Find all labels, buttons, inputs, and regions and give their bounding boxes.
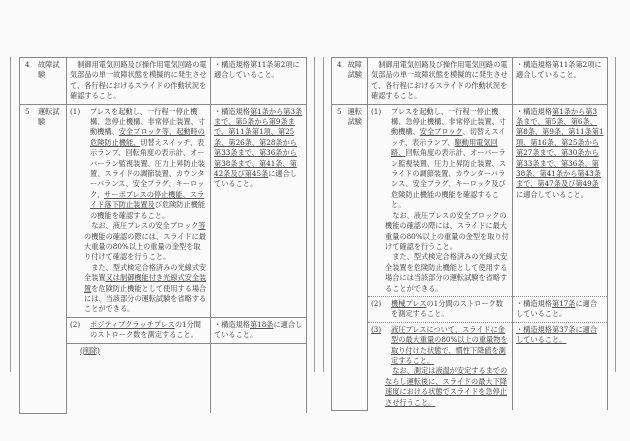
text-segment: の1分間のストローク数を測定すること。 [90,319,201,340]
text-segment: に適合していること。 [516,189,588,199]
amended-text: 等 [198,221,206,231]
sub-item-text [90,320,207,341]
text-segment: に適合していること。 [214,169,297,189]
text-segment: また、型式検定合格済みの光線式安全装置 [84,262,207,283]
text-segment: ・構造規格 [214,319,250,329]
criteria-cell [513,58,608,105]
method-text: 制御用電気回路及び操作用電気回路の電気部品の単一故障状態を模擬的に発生させて、各行程におけるスライドの作動状況を確認すること。 [371,60,508,101]
amended-text: ポジティブクラッチプレス [90,319,175,329]
criteria-cell [513,322,608,410]
sub-item-1 [371,107,509,294]
test-label-cell [20,104,67,413]
criteria-cell [211,343,307,413]
amended-text: 第1条から第3条まで、第5条、第6条、第8条、第9条、第11条第1項、第16条、第25条から第27条まで、第30条から第33条まで、第36条、第38条、第41条から第43条まで、第47条及び第49条 [516,106,604,189]
criteria-text [214,107,303,190]
test-label-cell [332,58,368,105]
method-cell [67,104,211,317]
text-segment: プレスを起動し、一行程一停止機構、急停止機構、非常停止装置、寸動機構、 [90,106,206,137]
text-segment: なお、液圧プレスの安全ブロックの機能の確認の際には、スライドに最大重量の80%以上の重量の金型を取り付けて確認を行うこと。 [385,210,509,251]
text-segment: プレスを起動し、一行程一停止機構、急停止機構、非常停止装置、寸動機構、 [391,106,507,137]
deleted-marker: (削除) [80,345,100,355]
sub-item-text [90,107,207,221]
note-paragraph [84,263,207,315]
amended-text: なお、測定は液温が安定するまでのならし運転後に、スライドの最大下降速度における状態でスライドを急停止させ行うこと。 [385,366,508,407]
amended-text: ・構造規格第37条に適合していること。 [516,324,598,345]
sub-item-1 [70,107,207,315]
sub-item-text [391,325,509,367]
criteria-text: ・構造規格第11条第2項に適合していること。 [516,60,602,80]
test-label-cell [20,58,67,105]
sub-item-number: (2) [70,319,81,329]
text-segment: ・構造規格 [214,106,250,116]
note-paragraph [84,221,207,263]
right-page-outer-line-left [323,57,324,372]
criteria-text [516,325,604,346]
test-name: 運転試験 [347,106,362,127]
criteria-cell [211,58,307,105]
amended-text: 安全ブロック [419,127,463,137]
amended-text: 機械プレス [391,298,427,308]
test-label-cell [332,104,368,410]
amended-text: 液圧プレスについて、スライドに金型の最大重量の80%以上の重量物を取り付けた状態で、慣性下降値を測定すること。 [391,324,508,365]
text-segment: に適合していること。 [214,319,303,340]
test-name: 故障試験 [347,60,362,80]
text-segment: 回転角度の表示計、オーバーラン監視装置、圧力上昇防止装置、スライドの調節装置、カウンターバランス、安全プラグ、キーロック及び危険防止機能の機能を確認すること。 [391,148,507,210]
text-segment: の機能の確認の際には、スライドに最大重量の80%以上の重量の金型を取り付けて確認を行うこと。 [84,231,206,262]
criteria-text [516,107,604,201]
method-cell [368,104,513,296]
method-cell [368,58,513,105]
sub-item-number: (1) [70,106,81,116]
table-row-fault-test [332,58,608,105]
right-page-outer-line-right [615,57,616,372]
criteria-cell [513,296,608,322]
amended-text: 第17条 [551,298,576,308]
criteria-cell [211,317,307,343]
method-cell [67,58,211,105]
left-page-table [19,57,306,372]
amended-text: 第1条から第3条まで、第5条から第9条まで、第11条第1項、第25条、第26条、第28条から第33条まで、第36条から第38条まで、第41条、第42条及び第45条 [214,106,303,179]
test-name: 運転試験 [37,106,60,127]
row-number: 5 [25,106,30,116]
table-row-operation-test [332,104,608,296]
table-row-sub-2 [332,296,608,322]
text-segment: なお、液圧プレスの安全ブロック [91,221,199,231]
text-segment: を危険防止機能として使用する場合には、当該部分の運転試験を省略することができる。 [84,283,207,314]
method-cell [368,322,513,410]
left-page-outer-line-right [314,57,315,372]
row-number: 5 [337,106,342,116]
row-number: 4 [337,60,342,69]
text-segment: の1分間のストローク数を測定すること。 [391,298,503,319]
amended-text: 又は制御機能付き光線式安全装置 [84,273,207,293]
text-segment: 切替えスイッチ、表示ランプ、回転角度の表示計、オーバーラン監視装置、圧力上昇防止装置、スライドの調節装置、カウンターバランス、安全プラグ、キーロック、 [90,137,206,199]
row-number: 4 [25,60,30,69]
criteria-cell [513,104,608,296]
sub-item-text [391,107,509,211]
method-cell [368,296,513,322]
table-row-operation-test [20,104,307,317]
method-cell [67,343,211,413]
table-row-fault-test [20,58,307,105]
method-text: 制御用電気回路及び操作用電気回路の電気部品の単一故障状態を模擬的に発生させて、各行程におけるスライドの作動状況を確認すること。 [70,60,207,101]
criteria-text [214,320,303,341]
left-page-outer-line-left [10,57,11,372]
note-paragraph [385,366,509,408]
sub-item-number: (1) [371,106,382,116]
criteria-text: ・構造規格第11条第2項に適合していること。 [214,60,300,80]
criteria-text [516,299,604,320]
amended-text: サーボプレスの停止機能、スライド落下防止装置及 [90,189,205,210]
text-segment: ・構造規格 [516,298,552,308]
text-segment: また、型式検定合格済みの光線式安全装置を危険防止機能として使用する場合には当該部分の運転試験を省略することができる。 [385,252,508,293]
sub-item-number: (3) [371,324,382,334]
sub-item-number: (2) [371,298,382,308]
table-row-sub-3 [332,322,608,410]
text-segment: び危険防止機能の機能を確認すること。 [90,200,206,220]
sub-item-text [391,299,509,320]
text-segment: 、切替えスイッチ、表示ランプ、 [391,127,506,147]
amended-text: 安全ブロック等、起動時の危険防止機能、 [90,127,205,147]
method-cell [67,317,211,343]
test-name: 故障試験 [37,60,60,80]
criteria-cell [211,104,307,317]
note-paragraph [385,252,509,294]
note-paragraph [385,211,509,253]
text-segment: ・構造規格 [516,106,552,116]
amended-text: 駆動用電気回路、 [391,137,498,158]
amended-text: 第18条 [249,319,274,329]
text-segment: に適合していること。 [516,298,598,319]
right-page-table [331,57,607,407]
